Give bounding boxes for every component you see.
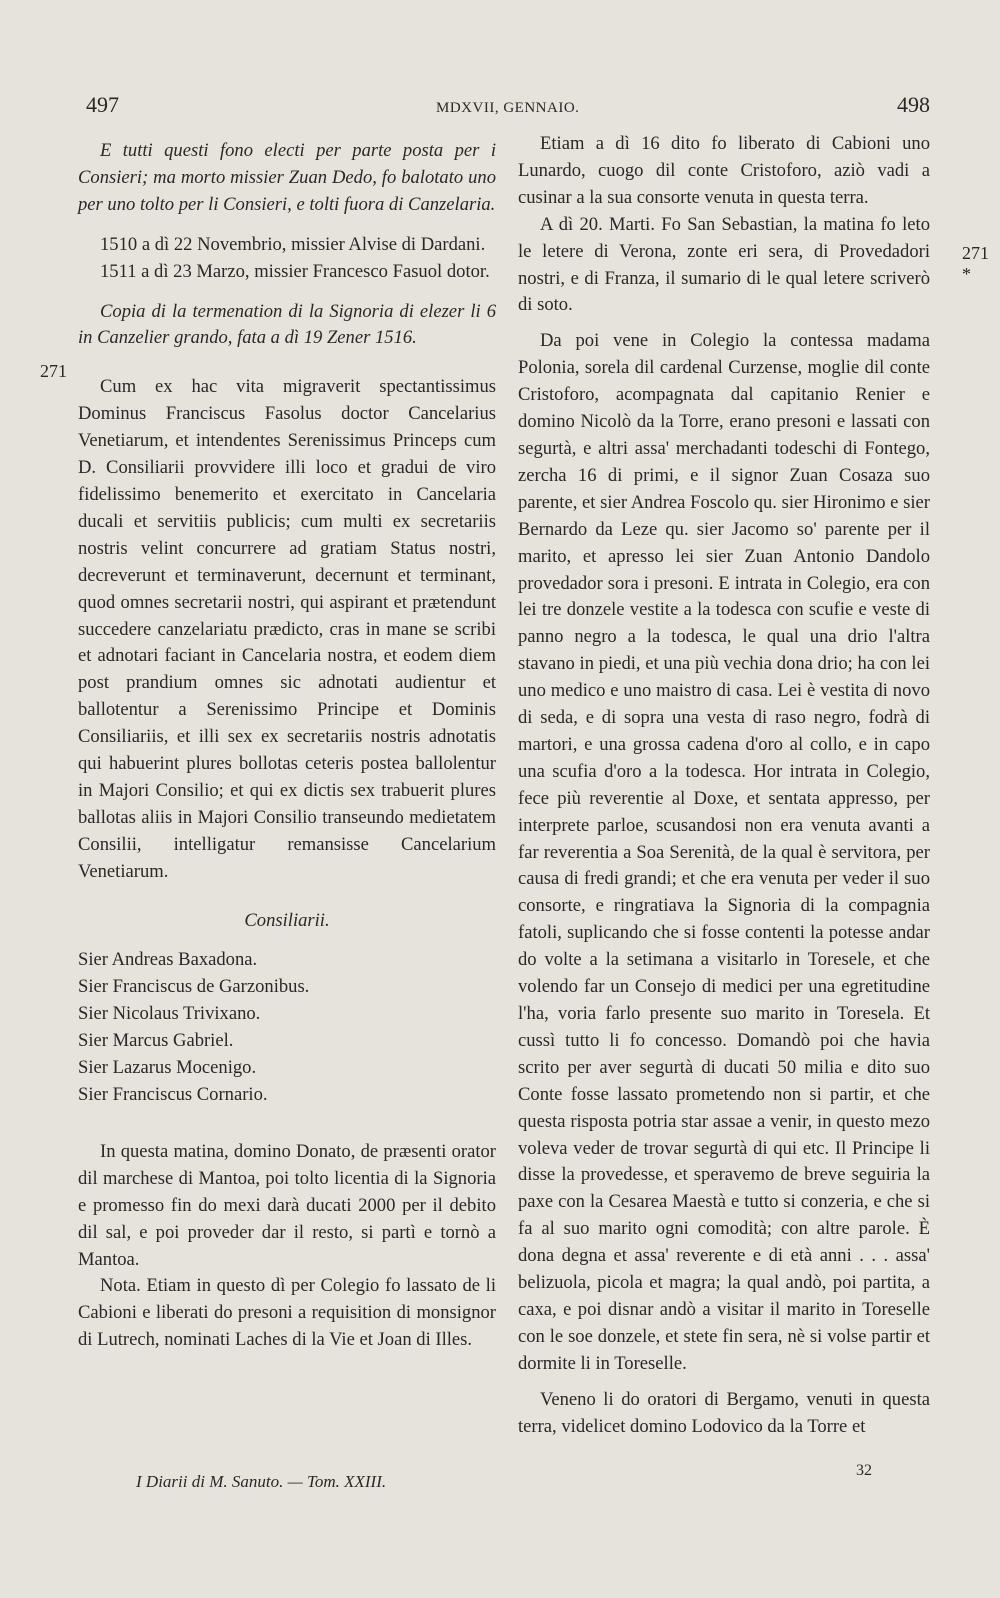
paragraph: 1511 a dì 23 Marzo, missier Francesco Fasuol dotor. — [100, 260, 490, 282]
paragraph: Etiam a dì 16 dito fo liberato di Cabioni uno Lunardo, cuogo dil conte Cristoforo, aziò vadi a cusinar a la sua consorte venuta in questa terra. — [518, 133, 930, 208]
paragraph: Nota. Etiam in questo dì per Colegio fo lassato de li Cabioni e liberati do presoni a requisition di monsignor di Lutrech, nominati Laches di la Vie et Joan di Illes. — [78, 1275, 496, 1351]
paragraph: Da poi vene in Colegio la contessa madama Polonia, sorela dil cardenal Curzense, moglie dil conte Cristoforo, acompagnata dal capitanio Renier e domino Nicolò da la Torre, erano presoni e lassati con segurtà, e altri assa' merchadanti todeschi di Fontego, zercha 16 di primi, e il signor Zuan Cosaza suo parente, et sier Andrea Foscolo qu. sier Hironimo e sier Bernardo da Leze qu. sier Jacomo so' parente per il marito, et apresso lei sier Zuan Antonio Dandolo provedador sora i presoni. E intrata in Colegio, era con lei tre donzele vestite a la todesca con scufie e veste di panno negro a la todesca, le qual una drio l'altra stavano in piedi, et una più vechia dona drio; ha con lei uno medico e uno maistro di casa. Lei è vestita di novo di seda, e di sopra una vesta di raso negro, fodrà di martori, e una grossa cadena d'oro al collo, e in capo una scufia d'oro a la todesca. Hor intrata in Colegio, fece più reverentie al Doxe, et sentata appresso, per interprete parloe, scusandosi non era venuta avanti a far reverentia a Soa Serenità, de la qual è servitora, per causa di fredi grandi; et che era venuta per veder il suo consorte, e ringratiava la Signoria di la compagnia fatoli, suplicando che si fosse contenti la potesse andar do volte a la setimana a visitarlo in Toresele, et che volendo far un Consejo di medici per una egretitudine l'ha, voria farlo presente suo marito in Toresela. Et cussì tutto li fo concesso. Domandò poi che havia scrito per aver segurtà di ducati 50 milia e dito suo Conte fosse lassato prometendo non si partir, et che questa risposta potria star assae a venir, in questo mezo voleva veder de trovar segurtà di qui etc. Il Principe li disse la provedesse, et speravemo de breve seguiria la paxe con la Cesarea Maestà e tutto si conzeria, e che si fa al suo marito ogni comodità; con altre parole. È dona degna et assa' reverente e di età anni . . . assa' belizuola, picola et magra; la qual andò, poi partita, a caxa, e poi disnar andò a visitar il marito in Toreselle con le soe donzele, et stete fin sera, nè si volse partir et dormite li in Toreselle. — [518, 330, 930, 1374]
list-item: Sier Franciscus de Garzonibus. — [78, 976, 310, 998]
paragraph: In questa matina, domino Donato, de præsenti orator dil marchese di Mantoa, poi tolto licentia di la Signoria e promesso fin do mexi darà ducati 2000 per il debito dil sal, e poi proveder dar il resto, si partì e tornò a Mantoa. — [78, 1140, 496, 1270]
right-column — [518, 131, 930, 1441]
left-column — [78, 138, 496, 1354]
running-head: MDXVII, GENNAIO. — [436, 100, 580, 116]
footer-title: I Diarii di M. Sanuto. — Tom. XXIII. — [136, 1472, 387, 1491]
paragraph: Cum ex hac vita migraverit spectantissimus Dominus Franciscus Fasolus doctor Cancelarius Venetiarum, et intendentes Serenissimus Princeps cum D. Consiliarii provvidere illi loco et gradui de viro fidelissimo benemerito et exercitato in Cancelaria ducali et servitiis publicis; cum multi ex secretariis nostris velint concurrere ad gratiam Status nostri, decreverunt et terminaverunt, decernunt et terminant, quod omnes secretarii nostri, qui aspirant et prætendunt succedere canzelariatu prædicto, cras in mane se scribi et adnotari faciant in Cancelaria nostra, et eodem diem post prandium omnes sic adnotati audientur et ballotentur a Serenissimo Principe et Dominis Consiliariis, et illi sex ex secretariis nostris adnotatis qui habuerint plures bollotas ceteris postea ballolentur in Majori Consilio; et qui ex dictis sex trabuerit plures ballotas aliis in Majori Consilio transeundo medietatem Consilii, intelligatur remansisse Cancelarium Venetiarum. — [78, 376, 496, 882]
margin-note-right: 271 * — [962, 243, 989, 284]
list-item: Sier Lazarus Mocenigo. — [78, 1057, 257, 1079]
paragraph: Veneno li do oratori di Bergamo, venuti in questa terra, videlicet domino Lodovico da la Torre et — [518, 1388, 930, 1437]
signature-mark: 32 — [856, 1462, 872, 1479]
paragraph: E tutti questi fono electi per parte posta per i Consieri; ma morto missier Zuan Dedo, fo balotato uno per uno tolto per li Consieri, e tolti fuora di Canzelaria. — [78, 140, 496, 215]
section-heading: Copia di la termenation di la Signoria di elezer li 6 in Canzelier grando, fata a dì 19 Zener 1516. — [78, 300, 496, 349]
list-item: Sier Marcus Gabriel. — [78, 1030, 234, 1052]
list-item: Sier Franciscus Cornario. — [78, 1084, 268, 1105]
list-heading: Consiliarii. — [244, 909, 330, 931]
paragraph: 1510 a dì 22 Novembrio, missier Alvise di Dardani. — [100, 233, 486, 255]
page-number-left: 497 — [86, 92, 119, 117]
councillors-list — [78, 947, 496, 1108]
margin-note-left: 271 — [40, 361, 67, 381]
list-item: Sier Andreas Baxadona. — [78, 949, 258, 971]
paragraph: A dì 20. Marti. Fo San Sebastian, la matina fo leto le letere di Verona, zonte eri sera, di Provedadori nostri, e di Franza, il sumario di le qual letere scriverò di soto. — [518, 213, 930, 316]
list-item: Sier Nicolaus Trivixano. — [78, 1003, 261, 1025]
page-number-right: 498 — [897, 92, 930, 117]
